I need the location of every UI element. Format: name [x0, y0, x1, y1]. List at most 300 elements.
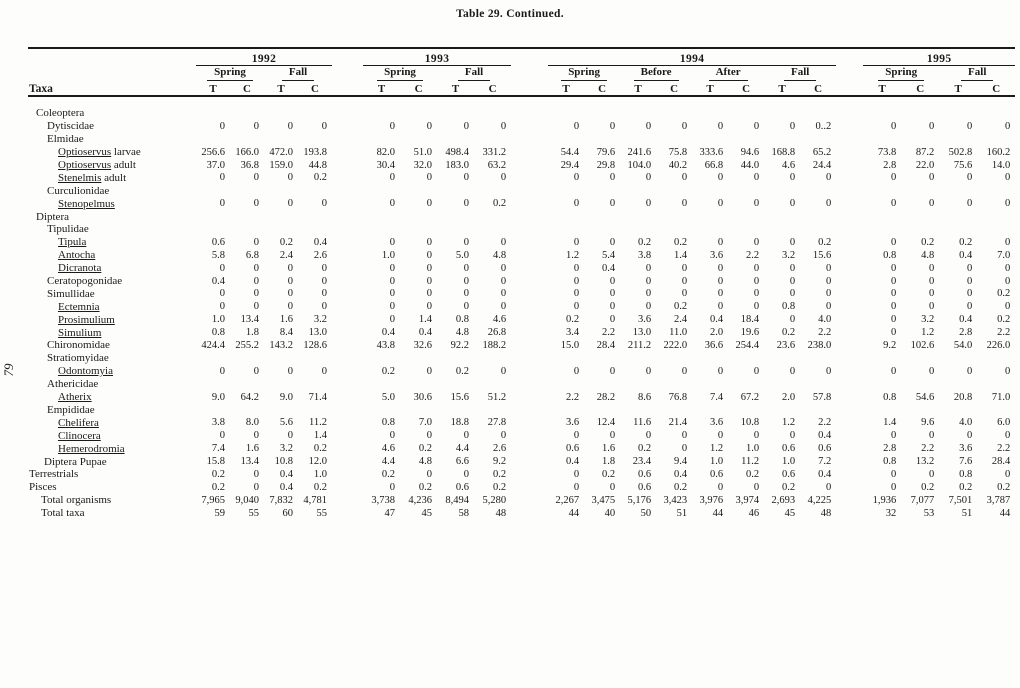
- value-cell: 0: [426, 301, 433, 313]
- value-cell: 0: [717, 120, 724, 132]
- column-gap: [332, 81, 363, 96]
- value-cell: 32.6: [413, 340, 433, 352]
- column-gap: [511, 403, 548, 416]
- value-cell: 0: [717, 365, 724, 377]
- table-row: [28, 274, 1015, 287]
- value-cell: [656, 132, 692, 145]
- page-number: 79: [1, 363, 16, 377]
- season-header: [196, 66, 264, 81]
- value-cell: 7,501: [948, 494, 973, 506]
- value-cell: 4.0: [818, 314, 832, 326]
- value-cell: 3.2: [279, 443, 293, 455]
- column-gap: [511, 364, 548, 377]
- value-cell: 0: [573, 236, 580, 248]
- column-gap: [836, 81, 863, 96]
- value-cell: [620, 377, 656, 390]
- value-cell: [298, 96, 332, 120]
- value-cell: [692, 403, 728, 416]
- value-cell: 0.2: [959, 236, 973, 248]
- value-cell: 10.8: [274, 456, 293, 468]
- value-cell: 9.6: [921, 417, 935, 429]
- value-cell: [437, 132, 474, 145]
- value-cell: 23.6: [776, 340, 796, 352]
- value-cell: [548, 184, 584, 197]
- value-cell: 0: [681, 365, 688, 377]
- value-cell: 5,176: [627, 494, 652, 506]
- value-cell: 0: [389, 262, 396, 274]
- value-cell: 0: [500, 120, 507, 132]
- season-label: Spring: [377, 67, 423, 81]
- taxon-name: Total organisms: [41, 494, 112, 507]
- value-cell: 0: [389, 120, 396, 132]
- data-table: [28, 47, 1015, 519]
- value-cell: 5.0: [381, 391, 396, 403]
- value-cell: 1.6: [245, 443, 259, 455]
- value-cell: 0: [500, 365, 507, 377]
- column-gap: [511, 506, 548, 519]
- season-label: Fall: [784, 67, 816, 81]
- value-cell: 18.8: [450, 417, 470, 429]
- column-gap: [332, 339, 363, 352]
- value-cell: 0: [1005, 430, 1011, 442]
- value-cell: [692, 96, 728, 120]
- value-cell: 0.2: [673, 481, 688, 493]
- value-cell: 166.0: [235, 146, 259, 158]
- column-gap: [836, 120, 863, 133]
- column-gap: [511, 352, 548, 365]
- column-gap: [836, 429, 863, 442]
- value-cell: 50: [640, 507, 652, 519]
- column-gap: [332, 468, 363, 481]
- value-cell: 0: [253, 301, 259, 313]
- table-row: [28, 248, 1015, 261]
- column-gap: [511, 145, 548, 158]
- value-cell: [863, 223, 901, 236]
- column-gap: [511, 248, 548, 261]
- value-cell: 0: [966, 120, 973, 132]
- column-gap: [332, 184, 363, 197]
- tc-header: C: [474, 81, 511, 96]
- value-cell: 0: [825, 481, 832, 493]
- table-row: [28, 145, 1015, 158]
- table-row: [28, 493, 1015, 506]
- value-cell: 0: [426, 172, 433, 184]
- value-cell: [584, 210, 620, 223]
- value-cell: [764, 223, 800, 236]
- value-cell: 0.4: [211, 275, 225, 287]
- value-cell: [363, 132, 400, 145]
- value-cell: 0.2: [381, 468, 396, 480]
- value-cell: 0.6: [565, 443, 580, 455]
- value-cell: 333.6: [699, 146, 724, 158]
- value-cell: [863, 210, 901, 223]
- column-gap: [332, 480, 363, 493]
- value-cell: 7,077: [910, 494, 935, 506]
- value-cell: 12.4: [596, 417, 616, 429]
- value-cell: 15.6: [450, 391, 470, 403]
- value-cell: [800, 184, 836, 197]
- value-cell: 54.4: [560, 146, 580, 158]
- value-cell: 0: [500, 172, 507, 184]
- value-cell: 47: [384, 507, 396, 519]
- value-cell: 3.6: [709, 417, 724, 429]
- value-cell: 45: [421, 507, 433, 519]
- value-cell: [264, 403, 298, 416]
- value-cell: 3,976: [699, 494, 724, 506]
- value-cell: 4.6: [492, 314, 507, 326]
- value-cell: [939, 184, 977, 197]
- value-cell: 0: [890, 301, 897, 313]
- value-cell: 3,787: [986, 494, 1011, 506]
- value-cell: 0: [609, 481, 616, 493]
- taxon-name: Simullidae: [47, 287, 95, 300]
- season-header: [939, 66, 1015, 81]
- value-cell: [474, 210, 511, 223]
- value-cell: 0: [928, 301, 935, 313]
- value-cell: 0: [573, 468, 580, 480]
- value-cell: 0: [753, 365, 760, 377]
- value-cell: 4.6: [381, 443, 396, 455]
- table-row: [28, 468, 1015, 481]
- value-cell: 1.4: [673, 249, 688, 261]
- value-cell: 0.8: [455, 314, 470, 326]
- value-cell: 30.6: [413, 391, 433, 403]
- value-cell: 1.2: [781, 417, 796, 429]
- value-cell: 7.2: [818, 456, 832, 468]
- table-row: [28, 442, 1015, 455]
- column-gap: [836, 468, 863, 481]
- column-gap: [511, 300, 548, 313]
- value-cell: 48: [495, 507, 507, 519]
- value-cell: 0: [825, 365, 832, 377]
- value-cell: 36.6: [704, 340, 724, 352]
- value-cell: 3.2: [313, 314, 328, 326]
- value-cell: 0.8: [959, 468, 973, 480]
- value-cell: [584, 184, 620, 197]
- value-cell: 0: [573, 262, 580, 274]
- column-gap: [511, 287, 548, 300]
- value-cell: 0.8: [781, 301, 796, 313]
- value-cell: 15.6: [812, 249, 832, 261]
- value-cell: 64.2: [240, 391, 259, 403]
- column-gap: [332, 145, 363, 158]
- value-cell: 0: [890, 120, 897, 132]
- value-cell: [800, 377, 836, 390]
- value-cell: 0: [789, 198, 796, 210]
- value-cell: 2.2: [745, 249, 760, 261]
- value-cell: [196, 210, 230, 223]
- column-gap: [836, 493, 863, 506]
- value-cell: 0.2: [211, 468, 225, 480]
- taxon-name: Coleoptera: [36, 107, 85, 120]
- value-cell: [437, 184, 474, 197]
- value-cell: 71.0: [991, 391, 1011, 403]
- value-cell: [298, 210, 332, 223]
- value-cell: 2.2: [818, 417, 832, 429]
- column-gap: [836, 145, 863, 158]
- value-cell: 24.4: [812, 159, 832, 171]
- value-cell: 1.2: [709, 443, 724, 455]
- value-cell: 14.0: [991, 159, 1011, 171]
- value-cell: 0: [321, 275, 328, 287]
- value-cell: [363, 403, 400, 416]
- value-cell: 9.0: [279, 391, 293, 403]
- value-cell: 0: [789, 288, 796, 300]
- value-cell: 0: [966, 198, 973, 210]
- taxon-name: Ectemnia: [58, 300, 100, 313]
- value-cell: 0.2: [921, 236, 935, 248]
- value-cell: [400, 377, 437, 390]
- column-gap: [511, 493, 548, 506]
- value-cell: 55: [248, 507, 259, 519]
- value-cell: 36.8: [240, 159, 259, 171]
- year-header-1994: 1994: [548, 48, 836, 66]
- value-cell: 0.6: [455, 481, 470, 493]
- corner-cell: [28, 48, 196, 66]
- column-gap: [511, 261, 548, 274]
- value-cell: 37.0: [206, 159, 225, 171]
- value-cell: [800, 210, 836, 223]
- value-cell: 0: [681, 262, 688, 274]
- value-cell: 6.0: [997, 417, 1011, 429]
- value-cell: 0: [219, 172, 225, 184]
- value-cell: [548, 132, 584, 145]
- column-gap: [836, 287, 863, 300]
- value-cell: 0: [389, 198, 396, 210]
- table-title: Table 29. Continued.: [456, 8, 564, 20]
- value-cell: 54.0: [953, 340, 973, 352]
- value-cell: 0: [463, 172, 470, 184]
- value-cell: 0: [890, 275, 897, 287]
- column-gap: [836, 506, 863, 519]
- value-cell: 0: [219, 430, 225, 442]
- value-cell: 45: [784, 507, 796, 519]
- value-cell: 0: [463, 236, 470, 248]
- value-cell: 0: [789, 172, 796, 184]
- value-cell: 0.4: [673, 468, 688, 480]
- tc-header: C: [728, 81, 764, 96]
- value-cell: 0: [287, 262, 293, 274]
- value-cell: 9.2: [883, 340, 897, 352]
- value-cell: [363, 210, 400, 223]
- value-cell: 0: [645, 365, 652, 377]
- value-cell: 5.0: [455, 249, 470, 261]
- tc-header: C: [400, 81, 437, 96]
- column-gap: [332, 48, 363, 66]
- value-cell: 1.0: [381, 249, 396, 261]
- value-cell: [230, 223, 264, 236]
- value-cell: [764, 210, 800, 223]
- value-cell: 0: [966, 262, 973, 274]
- value-cell: [901, 352, 939, 365]
- value-cell: 3,974: [735, 494, 760, 506]
- value-cell: [363, 96, 400, 120]
- column-gap: [836, 248, 863, 261]
- value-cell: [901, 210, 939, 223]
- value-cell: 128.6: [303, 340, 328, 352]
- value-cell: 65.2: [812, 146, 832, 158]
- tc-header-row: [28, 81, 1015, 96]
- value-cell: 3.4: [565, 327, 580, 339]
- value-cell: 0: [1005, 120, 1011, 132]
- value-cell: 211.2: [627, 340, 652, 352]
- taxon-name: Ceratopogonidae: [47, 275, 123, 288]
- value-cell: 0.2: [745, 468, 760, 480]
- value-cell: [437, 223, 474, 236]
- value-cell: [196, 352, 230, 365]
- value-cell: 2.6: [492, 443, 507, 455]
- value-cell: 3.2: [921, 314, 935, 326]
- table-row: [28, 339, 1015, 352]
- column-gap: [332, 313, 363, 326]
- value-cell: 54.6: [915, 391, 935, 403]
- value-cell: 0: [321, 198, 328, 210]
- taxon-name: Optioservus adult: [58, 159, 136, 172]
- table-row: [28, 364, 1015, 377]
- value-cell: 3,475: [591, 494, 616, 506]
- value-cell: [264, 223, 298, 236]
- value-cell: [692, 184, 728, 197]
- column-gap: [511, 171, 548, 184]
- value-cell: [939, 352, 977, 365]
- value-cell: 28.4: [991, 456, 1011, 468]
- value-cell: [728, 132, 764, 145]
- value-cell: 0: [928, 430, 935, 442]
- value-cell: 0.2: [818, 236, 832, 248]
- taxon-name: Hemerodromia: [58, 442, 125, 455]
- value-cell: 1.2: [565, 249, 580, 261]
- value-cell: 1.0: [313, 468, 328, 480]
- value-cell: 5,280: [482, 494, 507, 506]
- value-cell: 0: [753, 236, 760, 248]
- value-cell: 0: [645, 301, 652, 313]
- value-cell: 0: [890, 481, 897, 493]
- value-cell: [400, 96, 437, 120]
- value-cell: 0: [287, 172, 293, 184]
- value-cell: 0.2: [381, 365, 396, 377]
- value-cell: 44.8: [308, 159, 328, 171]
- value-cell: 44: [712, 507, 724, 519]
- value-cell: [584, 96, 620, 120]
- value-cell: 55: [316, 507, 328, 519]
- column-gap: [511, 66, 548, 81]
- value-cell: 11.0: [669, 327, 688, 339]
- value-cell: 0: [825, 275, 832, 287]
- taxon-name: Chironomidae: [47, 339, 110, 352]
- value-cell: 0.4: [959, 314, 973, 326]
- value-cell: 0..2: [815, 120, 832, 132]
- value-cell: 0: [287, 365, 293, 377]
- value-cell: 0: [253, 275, 259, 287]
- value-cell: 0.2: [418, 443, 433, 455]
- value-cell: 0: [1005, 198, 1011, 210]
- value-cell: 12.0: [308, 456, 328, 468]
- taxon-name: Odontomyia: [58, 365, 113, 378]
- year-header-1993: 1993: [363, 48, 511, 66]
- column-gap: [511, 442, 548, 455]
- value-cell: 0: [753, 120, 760, 132]
- value-cell: 0: [753, 275, 760, 287]
- season-header: [548, 66, 620, 81]
- value-cell: [230, 210, 264, 223]
- value-cell: [692, 210, 728, 223]
- value-cell: 7,965: [201, 494, 225, 506]
- value-cell: 0.4: [709, 314, 724, 326]
- table-row: [28, 416, 1015, 429]
- value-cell: [620, 403, 656, 416]
- column-gap: [332, 493, 363, 506]
- value-cell: 6.6: [455, 456, 470, 468]
- value-cell: 7.4: [709, 391, 724, 403]
- season-header: [437, 66, 511, 81]
- taxon-name: Simulium: [58, 326, 102, 339]
- value-cell: [230, 377, 264, 390]
- value-cell: 4.8: [418, 456, 433, 468]
- value-cell: 0.6: [709, 468, 724, 480]
- table-row: [28, 96, 1015, 120]
- value-cell: 2,267: [555, 494, 580, 506]
- value-cell: 0.4: [601, 262, 616, 274]
- value-cell: 0: [389, 301, 396, 313]
- table-body: [28, 96, 1015, 520]
- value-cell: 8.0: [245, 417, 259, 429]
- value-cell: 51.2: [487, 391, 507, 403]
- value-cell: [939, 403, 977, 416]
- value-cell: [800, 223, 836, 236]
- table-row: [28, 403, 1015, 416]
- value-cell: 0: [890, 468, 897, 480]
- value-cell: [620, 210, 656, 223]
- column-gap: [332, 96, 363, 120]
- column-gap: [836, 184, 863, 197]
- table-row: [28, 236, 1015, 249]
- column-gap: [511, 390, 548, 403]
- table-row: [28, 171, 1015, 184]
- value-cell: 0.2: [997, 314, 1011, 326]
- value-cell: [977, 96, 1015, 120]
- table-row: [28, 184, 1015, 197]
- value-cell: 2.2: [601, 327, 616, 339]
- column-gap: [511, 96, 548, 120]
- value-cell: [977, 377, 1015, 390]
- value-cell: 0: [928, 120, 935, 132]
- value-cell: [196, 377, 230, 390]
- column-gap: [332, 210, 363, 223]
- table-row: [28, 158, 1015, 171]
- value-cell: [656, 352, 692, 365]
- column-gap: [511, 197, 548, 210]
- value-cell: 0: [253, 481, 259, 493]
- value-cell: 0.2: [781, 481, 796, 493]
- column-gap: [836, 442, 863, 455]
- value-cell: 0: [717, 288, 724, 300]
- value-cell: 241.6: [627, 146, 652, 158]
- value-cell: 9.4: [673, 456, 688, 468]
- value-cell: 0: [789, 314, 796, 326]
- value-cell: 0: [789, 236, 796, 248]
- value-cell: 29.8: [596, 159, 616, 171]
- table-row: [28, 223, 1015, 236]
- column-gap: [836, 339, 863, 352]
- value-cell: 0: [609, 365, 616, 377]
- value-cell: 0: [645, 288, 652, 300]
- taxon-name: Athericidae: [47, 378, 99, 391]
- value-cell: [977, 223, 1015, 236]
- taxon-name: Diptera Pupae: [44, 455, 107, 468]
- value-cell: [863, 352, 901, 365]
- value-cell: 0: [253, 468, 259, 480]
- column-gap: [836, 390, 863, 403]
